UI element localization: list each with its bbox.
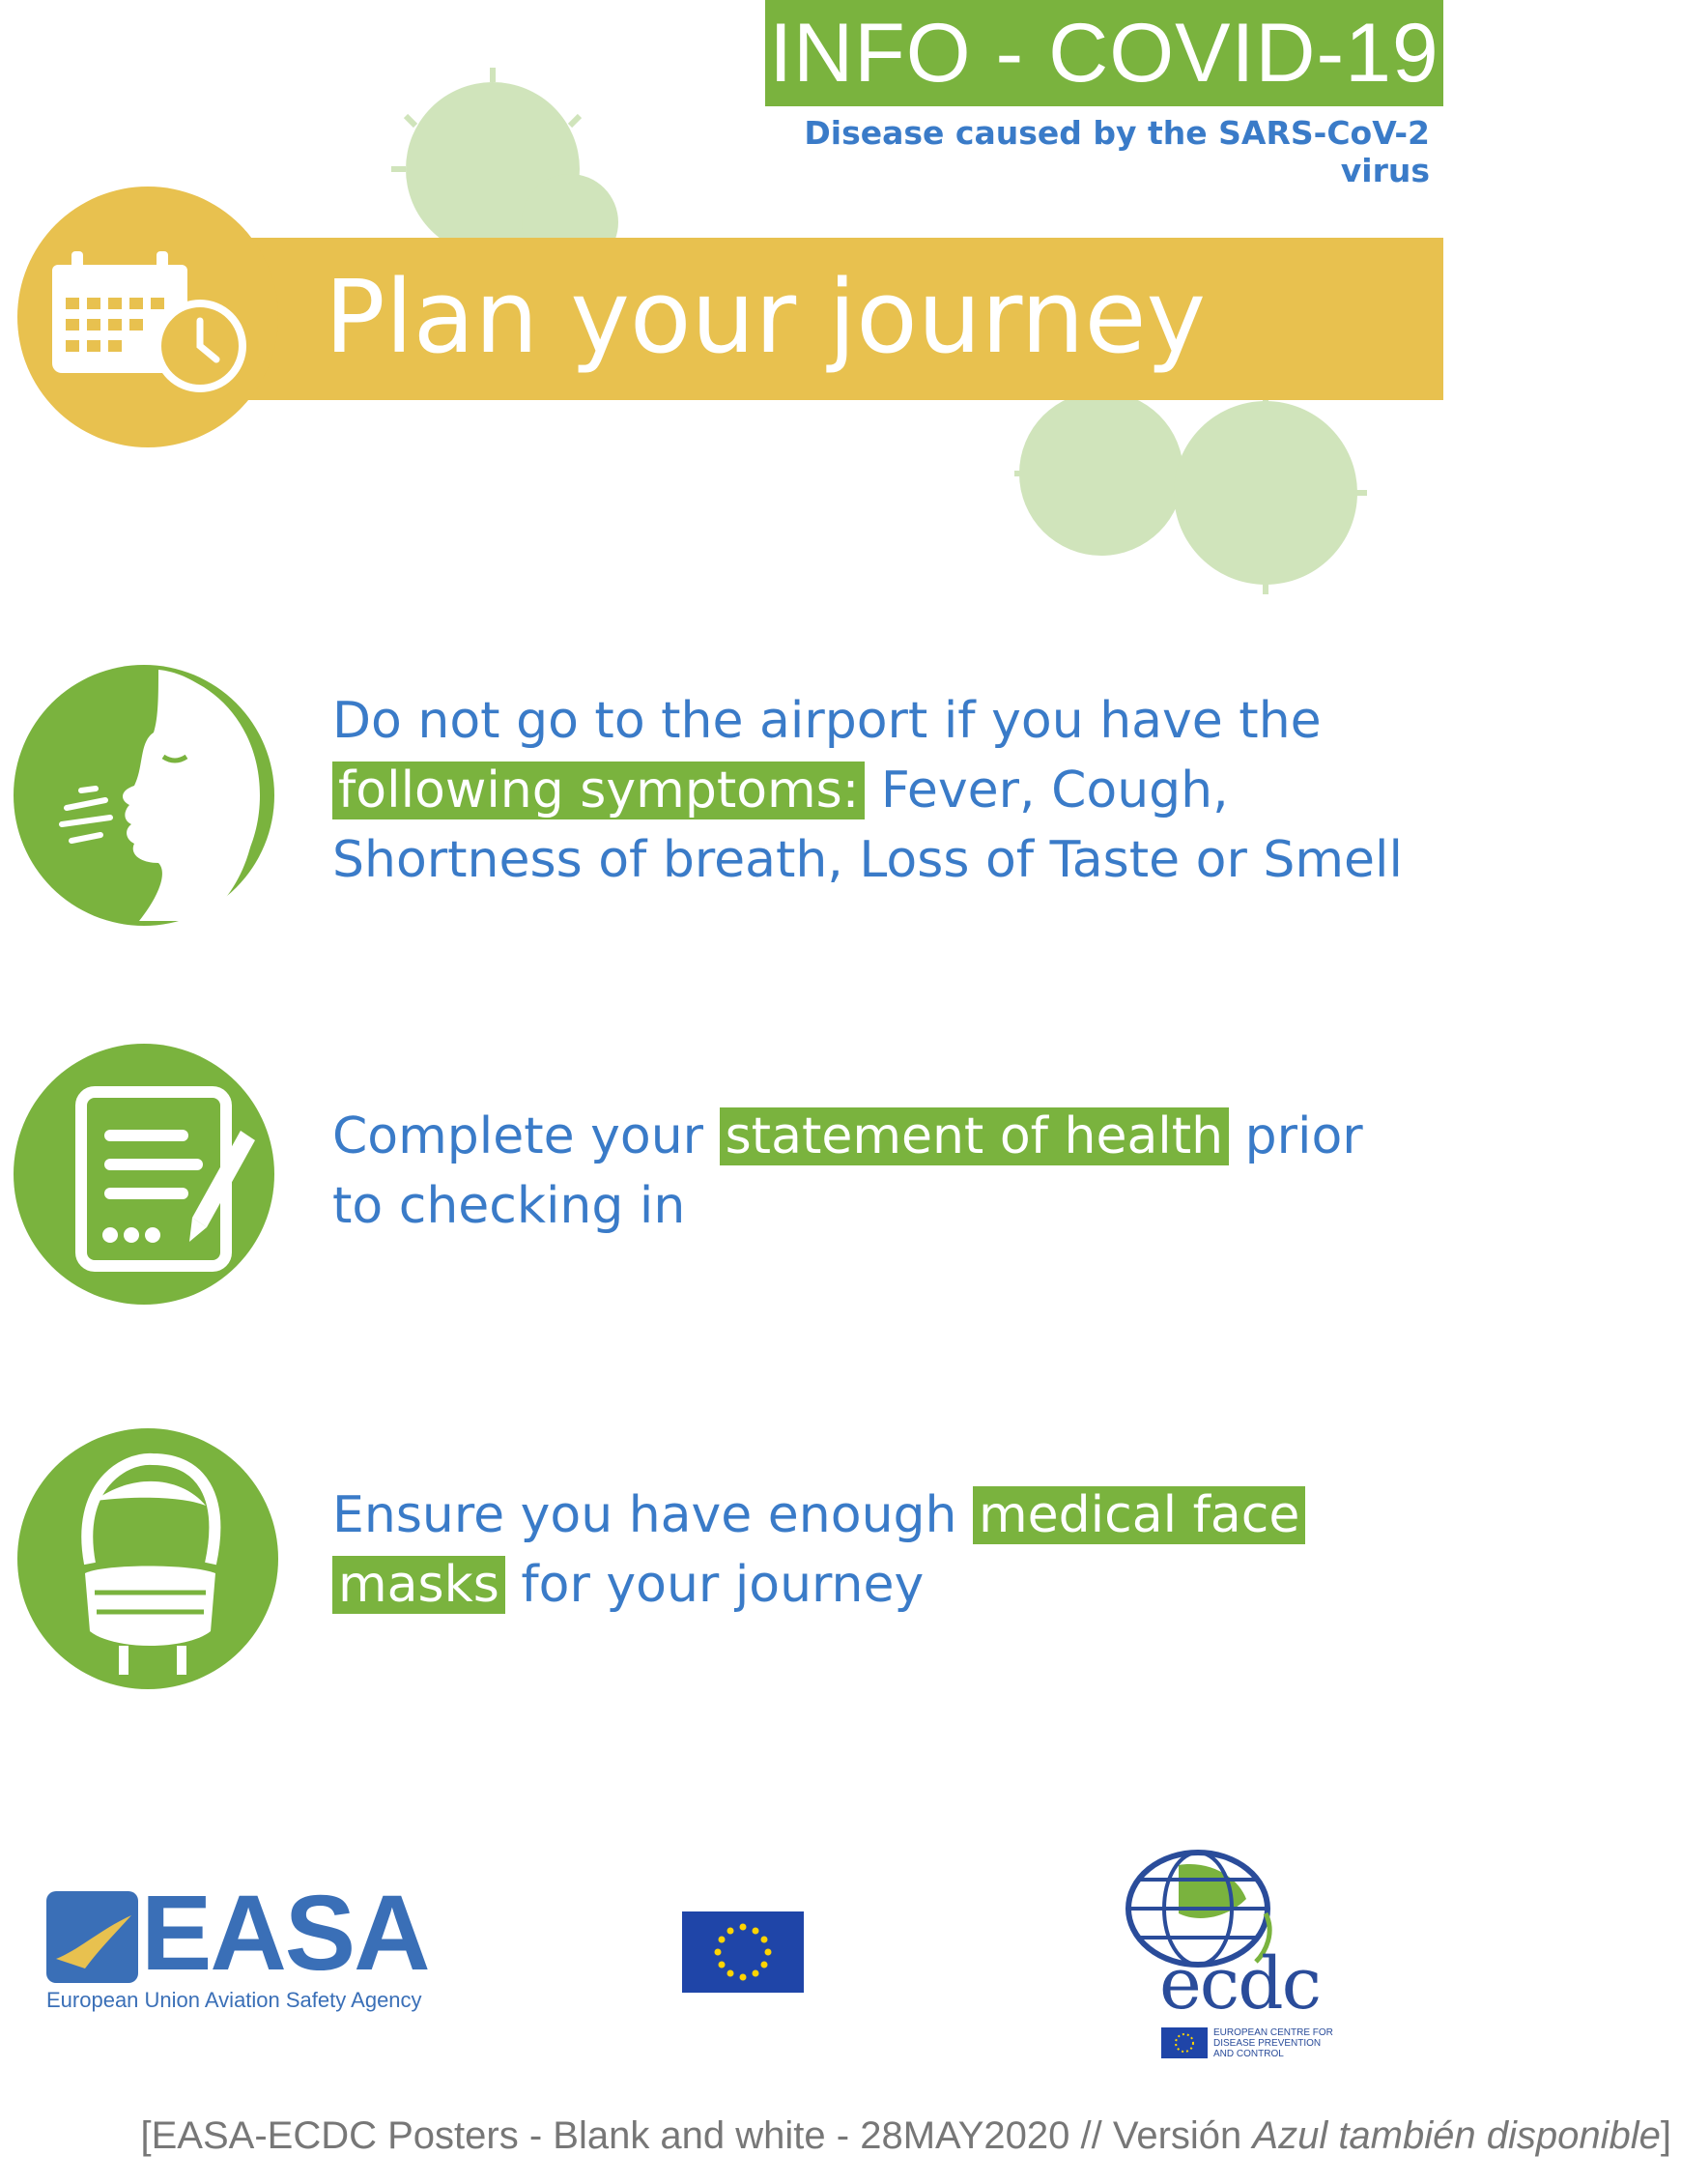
ecdc-name: ecdc	[1159, 1942, 1321, 2026]
easa-logo	[46, 1874, 429, 2015]
footer-part1: [EASA-ECDC Posters - Blank and white - 28MAY2020 // Versión	[140, 2114, 1253, 2157]
health-form-icon	[14, 1044, 274, 1305]
header-title: INFO - COVID-19	[765, 0, 1443, 106]
ecdc-full-name	[1213, 2027, 1333, 2059]
health-line1-start: Complete your	[332, 1107, 704, 1165]
health-line1-end: prior	[1244, 1107, 1363, 1165]
coughing-person-icon	[14, 665, 274, 926]
ecdc-full-name-1: EUROPEAN CENTRE FOR	[1213, 2027, 1333, 2038]
easa-name: EASA	[141, 1874, 429, 1993]
ecdc-logo	[1111, 1846, 1372, 2058]
health-statement-text	[332, 1102, 1443, 1241]
symptoms-list-2: Shortness of breath, Loss of Taste or Smell	[332, 831, 1403, 889]
symptoms-highlight: following symptoms:	[332, 762, 865, 819]
mask-highlight-1: medical face	[973, 1486, 1305, 1544]
mask-line2-end: for your journey	[521, 1556, 925, 1614]
easa-bird-icon	[46, 1891, 138, 1983]
ecdc-full-name-2: DISEASE PREVENTION	[1213, 2038, 1322, 2049]
mask-highlight-2: masks	[332, 1556, 505, 1614]
plan-banner-title: Plan your journey	[325, 258, 1207, 376]
mask-line1-start: Ensure you have enough	[332, 1486, 957, 1544]
footer-italic: Azul también disponible	[1252, 2114, 1661, 2157]
footer-note	[0, 2114, 1671, 2158]
symptoms-list-1: Fever, Cough,	[880, 762, 1229, 819]
header-subtitle: Disease caused by the SARS-CoV-2 virus	[804, 114, 1430, 189]
face-mask-icon	[17, 1428, 278, 1689]
eu-flag-icon	[682, 1911, 804, 1993]
footer-part2: ]	[1660, 2114, 1671, 2157]
ecdc-full-name-3: AND CONTROL	[1213, 2049, 1284, 2059]
ecdc-eu-flag-icon	[1161, 2027, 1208, 2058]
calendar-clock-icon	[50, 249, 248, 394]
health-highlight: statement of health	[720, 1107, 1230, 1165]
health-line2: to checking in	[332, 1177, 686, 1235]
symptoms-line1: Do not go to the airport if you have the	[332, 692, 1322, 750]
symptoms-text	[332, 686, 1443, 895]
virus-decoration-icon	[985, 387, 1391, 609]
easa-full-name: European Union Aviation Safety Agency	[46, 1988, 422, 2012]
mask-text	[332, 1480, 1443, 1620]
